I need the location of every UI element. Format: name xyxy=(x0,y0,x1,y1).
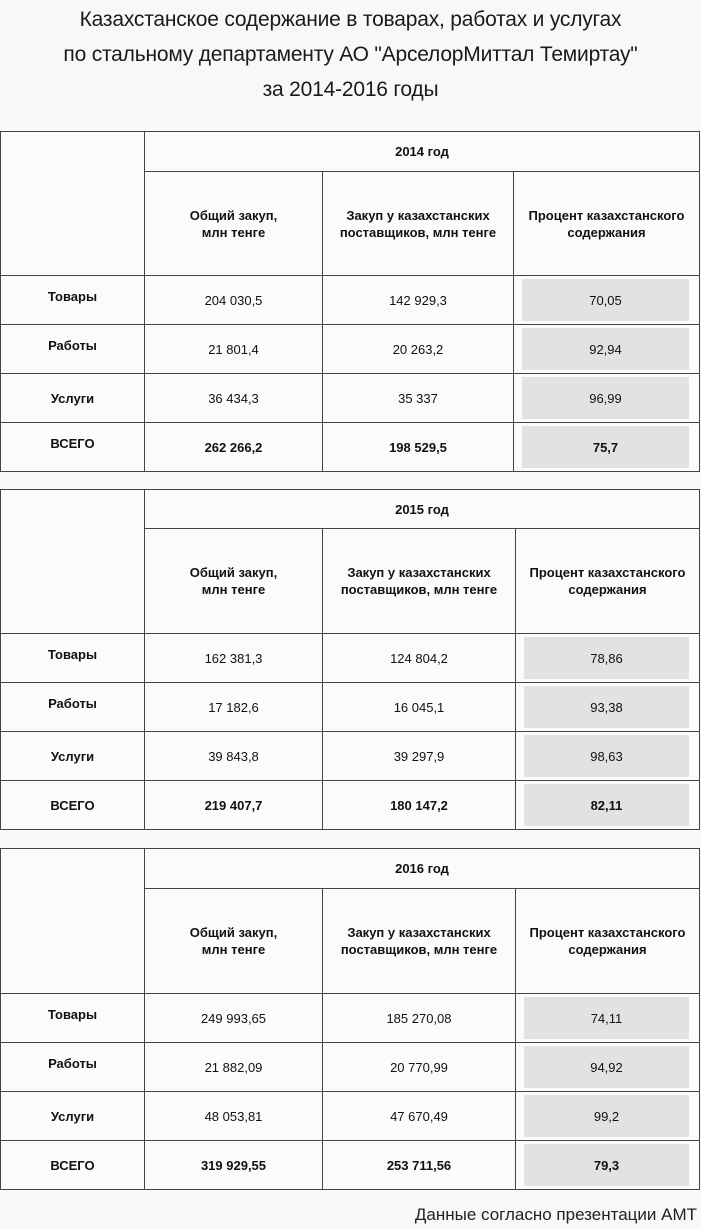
pct-value: 75,7 xyxy=(522,426,689,468)
cell-total: 21 801,4 xyxy=(145,325,323,374)
cell-pct xyxy=(516,781,700,830)
cell-pct xyxy=(516,994,700,1043)
table-corner xyxy=(1,849,145,994)
table-row-total xyxy=(1,1141,700,1190)
year-header: 2015 год xyxy=(145,490,700,529)
title-line-3: за 2014-2016 годы xyxy=(262,78,439,101)
year-header: 2014 год xyxy=(145,132,700,172)
col-header-kz-text: Закуп у казахстанских поставщиков, млн тенге xyxy=(340,925,498,957)
cell-pct xyxy=(516,1092,700,1141)
cell-total: 48 053,81 xyxy=(145,1092,323,1141)
cell-kz: 35 337 xyxy=(323,374,514,423)
cell-total: 249 993,65 xyxy=(145,994,323,1043)
table-row xyxy=(1,994,700,1043)
col-header-kz xyxy=(323,529,516,634)
table-2014 xyxy=(0,131,700,472)
cell-total: 319 929,55 xyxy=(145,1141,323,1190)
source-note: Данные согласно презентации АМТ xyxy=(414,1205,697,1224)
pct-value: 98,63 xyxy=(524,735,689,777)
pct-value: 78,86 xyxy=(524,637,689,679)
pct-value: 93,38 xyxy=(524,686,689,728)
row-label xyxy=(1,1092,145,1141)
row-label-text: Услуги xyxy=(50,748,95,764)
table-row-total xyxy=(1,781,700,830)
row-label xyxy=(1,634,145,683)
cell-total: 21 882,09 xyxy=(145,1043,323,1092)
title-line-2: по стальному департаменту АО "АрселорМиттал Темиртау" xyxy=(63,43,638,66)
col-header-kz xyxy=(323,889,516,994)
row-label xyxy=(1,1043,145,1092)
cell-pct xyxy=(516,1141,700,1190)
table-row-total xyxy=(1,423,700,472)
title-line-1: Казахстанское содержание в товарах, работах и услугах xyxy=(79,8,622,31)
cell-pct xyxy=(516,683,700,732)
cell-pct xyxy=(516,1043,700,1092)
pct-value: 79,3 xyxy=(524,1144,689,1186)
table-row xyxy=(1,732,700,781)
row-label xyxy=(1,374,145,423)
cell-pct xyxy=(516,634,700,683)
pct-value: 96,99 xyxy=(522,377,689,419)
col-header-pct xyxy=(514,172,700,276)
col-header-kz-text: Закуп у казахстанских поставщиков, млн тенге xyxy=(340,565,498,597)
cell-kz: 124 804,2 xyxy=(323,634,516,683)
table-row xyxy=(1,634,700,683)
row-label-text: Работы xyxy=(48,337,97,353)
row-label-text: ВСЕГО xyxy=(50,797,95,813)
col-header-pct-text: Процент казахстанского содержания xyxy=(529,925,686,957)
cell-pct xyxy=(514,325,700,374)
row-label-text: Товары xyxy=(47,1006,98,1022)
cell-total: 17 182,6 xyxy=(145,683,323,732)
cell-kz: 142 929,3 xyxy=(323,276,514,325)
cell-pct xyxy=(516,732,700,781)
col-header-total-text: Общий закуп, млн тенге xyxy=(189,207,278,240)
page-title xyxy=(0,2,701,107)
col-header-total xyxy=(145,172,323,276)
col-header-kz xyxy=(323,172,514,276)
row-label xyxy=(1,781,145,830)
pct-value: 74,11 xyxy=(524,997,689,1039)
cell-kz: 180 147,2 xyxy=(323,781,516,830)
row-label xyxy=(1,325,145,374)
cell-kz: 198 529,5 xyxy=(323,423,514,472)
table-row xyxy=(1,374,700,423)
table-row xyxy=(1,276,700,325)
row-label xyxy=(1,276,145,325)
table-2015 xyxy=(0,489,700,830)
row-label-text: Работы xyxy=(48,1055,97,1071)
cell-kz: 20 770,99 xyxy=(323,1043,516,1092)
row-label-text: Товары xyxy=(47,288,98,304)
table-row xyxy=(1,683,700,732)
table-row xyxy=(1,1092,700,1141)
cell-total: 162 381,3 xyxy=(145,634,323,683)
cell-kz: 39 297,9 xyxy=(323,732,516,781)
col-header-pct-text: Процент казахстанского содержания xyxy=(528,207,685,240)
pct-value: 92,94 xyxy=(522,328,689,370)
cell-total: 204 030,5 xyxy=(145,276,323,325)
row-label-text: Услуги xyxy=(50,1108,95,1124)
row-label xyxy=(1,732,145,781)
cell-kz: 185 270,08 xyxy=(323,994,516,1043)
pct-value: 70,05 xyxy=(522,279,689,321)
row-label-text: Услуги xyxy=(50,390,95,406)
year-header: 2016 год xyxy=(145,849,700,889)
row-label xyxy=(1,1141,145,1190)
col-header-total-text: Общий закуп, млн тенге xyxy=(189,925,278,957)
cell-total: 219 407,7 xyxy=(145,781,323,830)
col-header-total-text: Общий закуп, млн тенге xyxy=(189,565,278,597)
cell-pct xyxy=(514,276,700,325)
col-header-total xyxy=(145,529,323,634)
cell-kz: 20 263,2 xyxy=(323,325,514,374)
row-label-text: Работы xyxy=(48,695,97,711)
row-label-text: Товары xyxy=(47,646,98,662)
row-label xyxy=(1,423,145,472)
cell-kz: 47 670,49 xyxy=(323,1092,516,1141)
pct-value: 99,2 xyxy=(524,1095,689,1137)
cell-kz: 16 045,1 xyxy=(323,683,516,732)
pct-value: 82,11 xyxy=(524,784,689,826)
col-header-pct xyxy=(516,529,700,634)
cell-pct xyxy=(514,374,700,423)
pct-value: 94,92 xyxy=(524,1046,689,1088)
table-row xyxy=(1,1043,700,1092)
table-corner xyxy=(1,490,145,634)
col-header-pct xyxy=(516,889,700,994)
col-header-total xyxy=(145,889,323,994)
cell-kz: 253 711,56 xyxy=(323,1141,516,1190)
cell-pct xyxy=(514,423,700,472)
table-row xyxy=(1,325,700,374)
col-header-kz-text: Закуп у казахстанских поставщиков, млн тенге xyxy=(339,207,497,240)
row-label-text: ВСЕГО xyxy=(50,435,95,451)
col-header-pct-text: Процент казахстанского содержания xyxy=(529,565,686,597)
cell-total: 262 266,2 xyxy=(145,423,323,472)
cell-total: 39 843,8 xyxy=(145,732,323,781)
row-label-text: ВСЕГО xyxy=(50,1157,95,1173)
row-label xyxy=(1,683,145,732)
cell-total: 36 434,3 xyxy=(145,374,323,423)
row-label xyxy=(1,994,145,1043)
table-corner xyxy=(1,132,145,276)
table-2016 xyxy=(0,848,700,1190)
